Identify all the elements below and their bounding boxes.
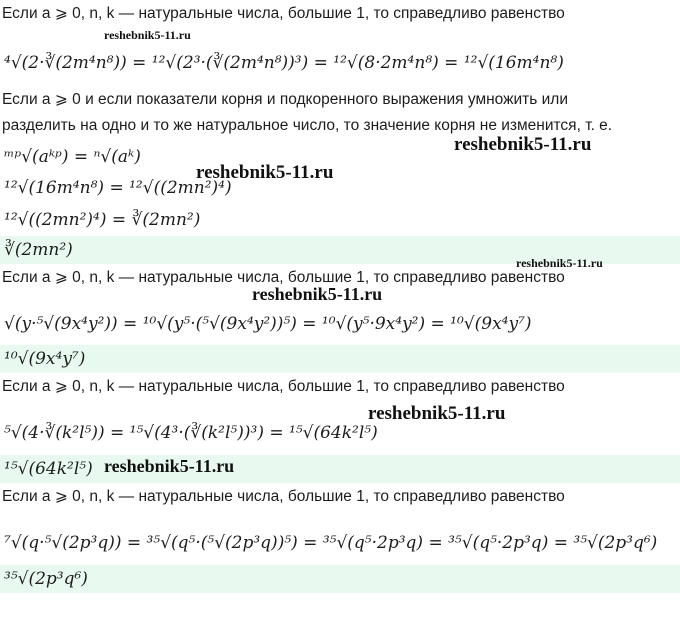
formula-line: ⁵√(4·∛(k²l⁵)) = ¹⁵√(4³·(∛(k²l⁵))³) = ¹⁵√(64k²l⁵) [4,423,378,443]
statement-text: Если a ⩾ 0 и если показатели корня и подкоренного выражения умножить или [2,91,568,108]
watermark: reshebnik5-11.ru [454,134,592,155]
statement-text: Если a ⩾ 0, n, k — натуральные числа, большие 1, то справедливо равенство [2,378,565,395]
watermark: reshebnik5-11.ru [104,456,235,476]
answer-line: ∛(2mn²) [0,236,680,264]
statement-text: Если a ⩾ 0, n, k — натуральные числа, большие 1, то справедливо равенство [2,5,565,22]
formula-line: ᵐᵖ√(aᵏᵖ) = ⁿ√(aᵏ) [4,147,141,167]
answer-line: ³⁵√(2p³q⁶) [0,565,680,593]
answer-line: ¹⁰√(9x⁴y⁷) [0,345,680,373]
watermark: reshebnik5-11.ru [196,162,334,183]
formula-line: ⁷√(q·⁵√(2p³q)) = ³⁵√(q⁵·(⁵√(2p³q))⁵) = ³⁵√(q⁵·2p³q) = ³⁵√(q⁵·2p³q) = ³⁵√(2p³q⁶) [4,533,658,553]
statement-text: Если a ⩾ 0, n, k — натуральные числа, большие 1, то справедливо равенство [2,488,565,505]
formula-line: ¹²√((2mn²)⁴) = ∛(2mn²) [4,210,201,230]
statement-text: разделить на одно и то же натуральное число, то значение корня не изменится, т. е. [2,117,613,134]
answer-line: ¹⁵√(64k²l⁵) [0,455,680,483]
formula-line: ¹²√(16m⁴n⁸) = ¹²√((2mn²)⁴) [4,178,232,198]
watermark: reshebnik5-11.ru [516,256,603,270]
watermark: reshebnik5-11.ru [252,284,383,304]
watermark: reshebnik5-11.ru [104,28,191,42]
formula-line: ⁴√(2·∛(2m⁴n⁸)) = ¹²√(2³·(∛(2m⁴n⁸))³) = ¹²√(8·2m⁴n⁸) = ¹²√(16m⁴n⁸) [4,53,564,73]
statement-text: Если a ⩾ 0, n, k — натуральные числа, большие 1, то справедливо равенство [2,269,565,286]
formula-line: √(y·⁵√(9x⁴y²)) = ¹⁰√(y⁵·(⁵√(9x⁴y²))⁵) = ¹⁰√(y⁵·9x⁴y²) = ¹⁰√(9x⁴y⁷) [4,314,532,334]
watermark: reshebnik5-11.ru [368,403,506,424]
